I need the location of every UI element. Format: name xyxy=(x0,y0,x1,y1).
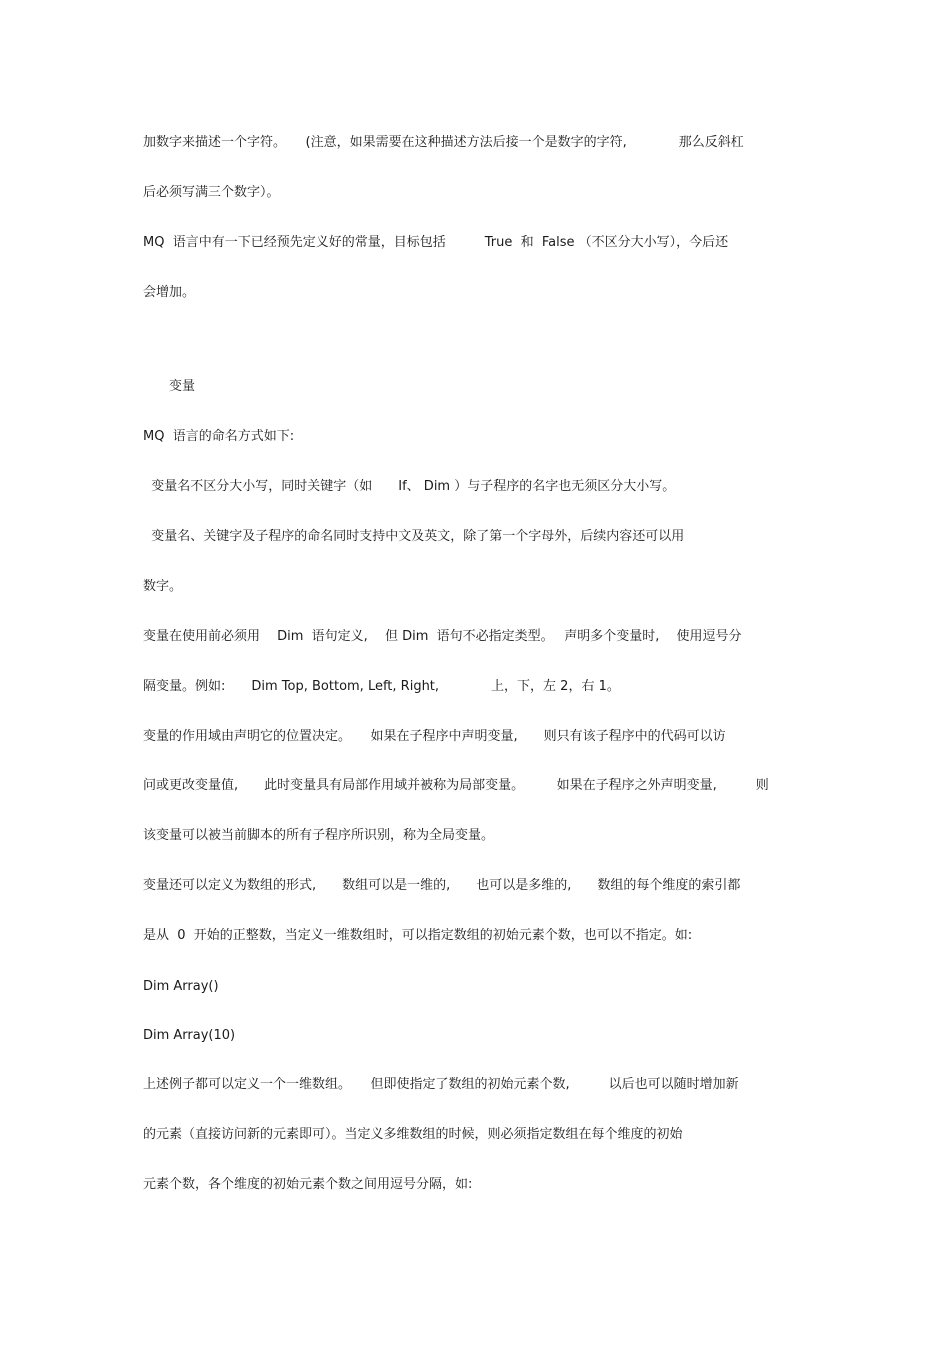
text-line: 是从 0 开始的正整数，当定义一维数组时，可以指定数组的初始元素个数，也可以不指定。如: xyxy=(143,928,693,943)
text-line: 变量在使用前必须用 Dim 语句定义, 但 Dim 语句不必指定类型。 声明多个变量时, 使用逗号分 xyxy=(143,629,742,644)
text-line: 隔变量。例如: Dim Top, Bottom, Left, Right, 上，下，左 2，右 1。 xyxy=(143,679,620,694)
text-line: 的元素（直接访问新的元素即可）。当定义多维数组的时候，则必须指定数组在每个维度的初始 xyxy=(143,1127,683,1142)
text-line: 数字。 xyxy=(143,579,183,594)
text-line: 元素个数，各个维度的初始元素个数之间用逗号分隔，如: xyxy=(143,1177,473,1192)
section-heading: 变量 xyxy=(143,379,196,394)
text-line: 上述例子都可以定义一个一维数组。 但即使指定了数组的初始元素个数, 以后也可以随时增加新 xyxy=(143,1077,739,1092)
text-line: MQ 语言的命名方式如下: xyxy=(143,429,295,444)
text-line: 问或更改变量值, 此时变量具有局部作用域并被称为局部变量。 如果在子程序之外声明变量, 则 xyxy=(143,778,769,793)
text-line: 该变量可以被当前脚本的所有子程序所识别，称为全局变量。 xyxy=(143,828,495,843)
text-line: 会增加。 xyxy=(143,285,196,300)
text-line: 变量名、关键字及子程序的命名同时支持中文及英文，除了第一个字母外，后续内容还可以用 xyxy=(143,529,685,544)
text-line: MQ 语言中有一下已经预先定义好的常量，目标包括 True 和 False （不区分大小写），今后还 xyxy=(143,235,729,250)
text-line: 变量的作用域由声明它的位置决定。 如果在子程序中声明变量, 则只有该子程序中的代码可以访 xyxy=(143,729,726,744)
text-line: 变量还可以定义为数组的形式, 数组可以是一维的, 也可以是多维的, 数组的每个维度的索引都 xyxy=(143,878,741,893)
text-line: 后必须写满三个数字）。 xyxy=(143,185,280,200)
text-line: 加数字来描述一个字符。 (注意，如果需要在这种描述方法后接一个是数字的字符, 那么反斜杠 xyxy=(143,135,744,150)
code-line: Dim Array() xyxy=(143,979,219,994)
code-line: Dim Array(10) xyxy=(143,1028,236,1043)
text-line: 变量名不区分大小写，同时关键字（如 If、 Dim ）与子程序的名字也无须区分大小写。 xyxy=(143,479,676,494)
